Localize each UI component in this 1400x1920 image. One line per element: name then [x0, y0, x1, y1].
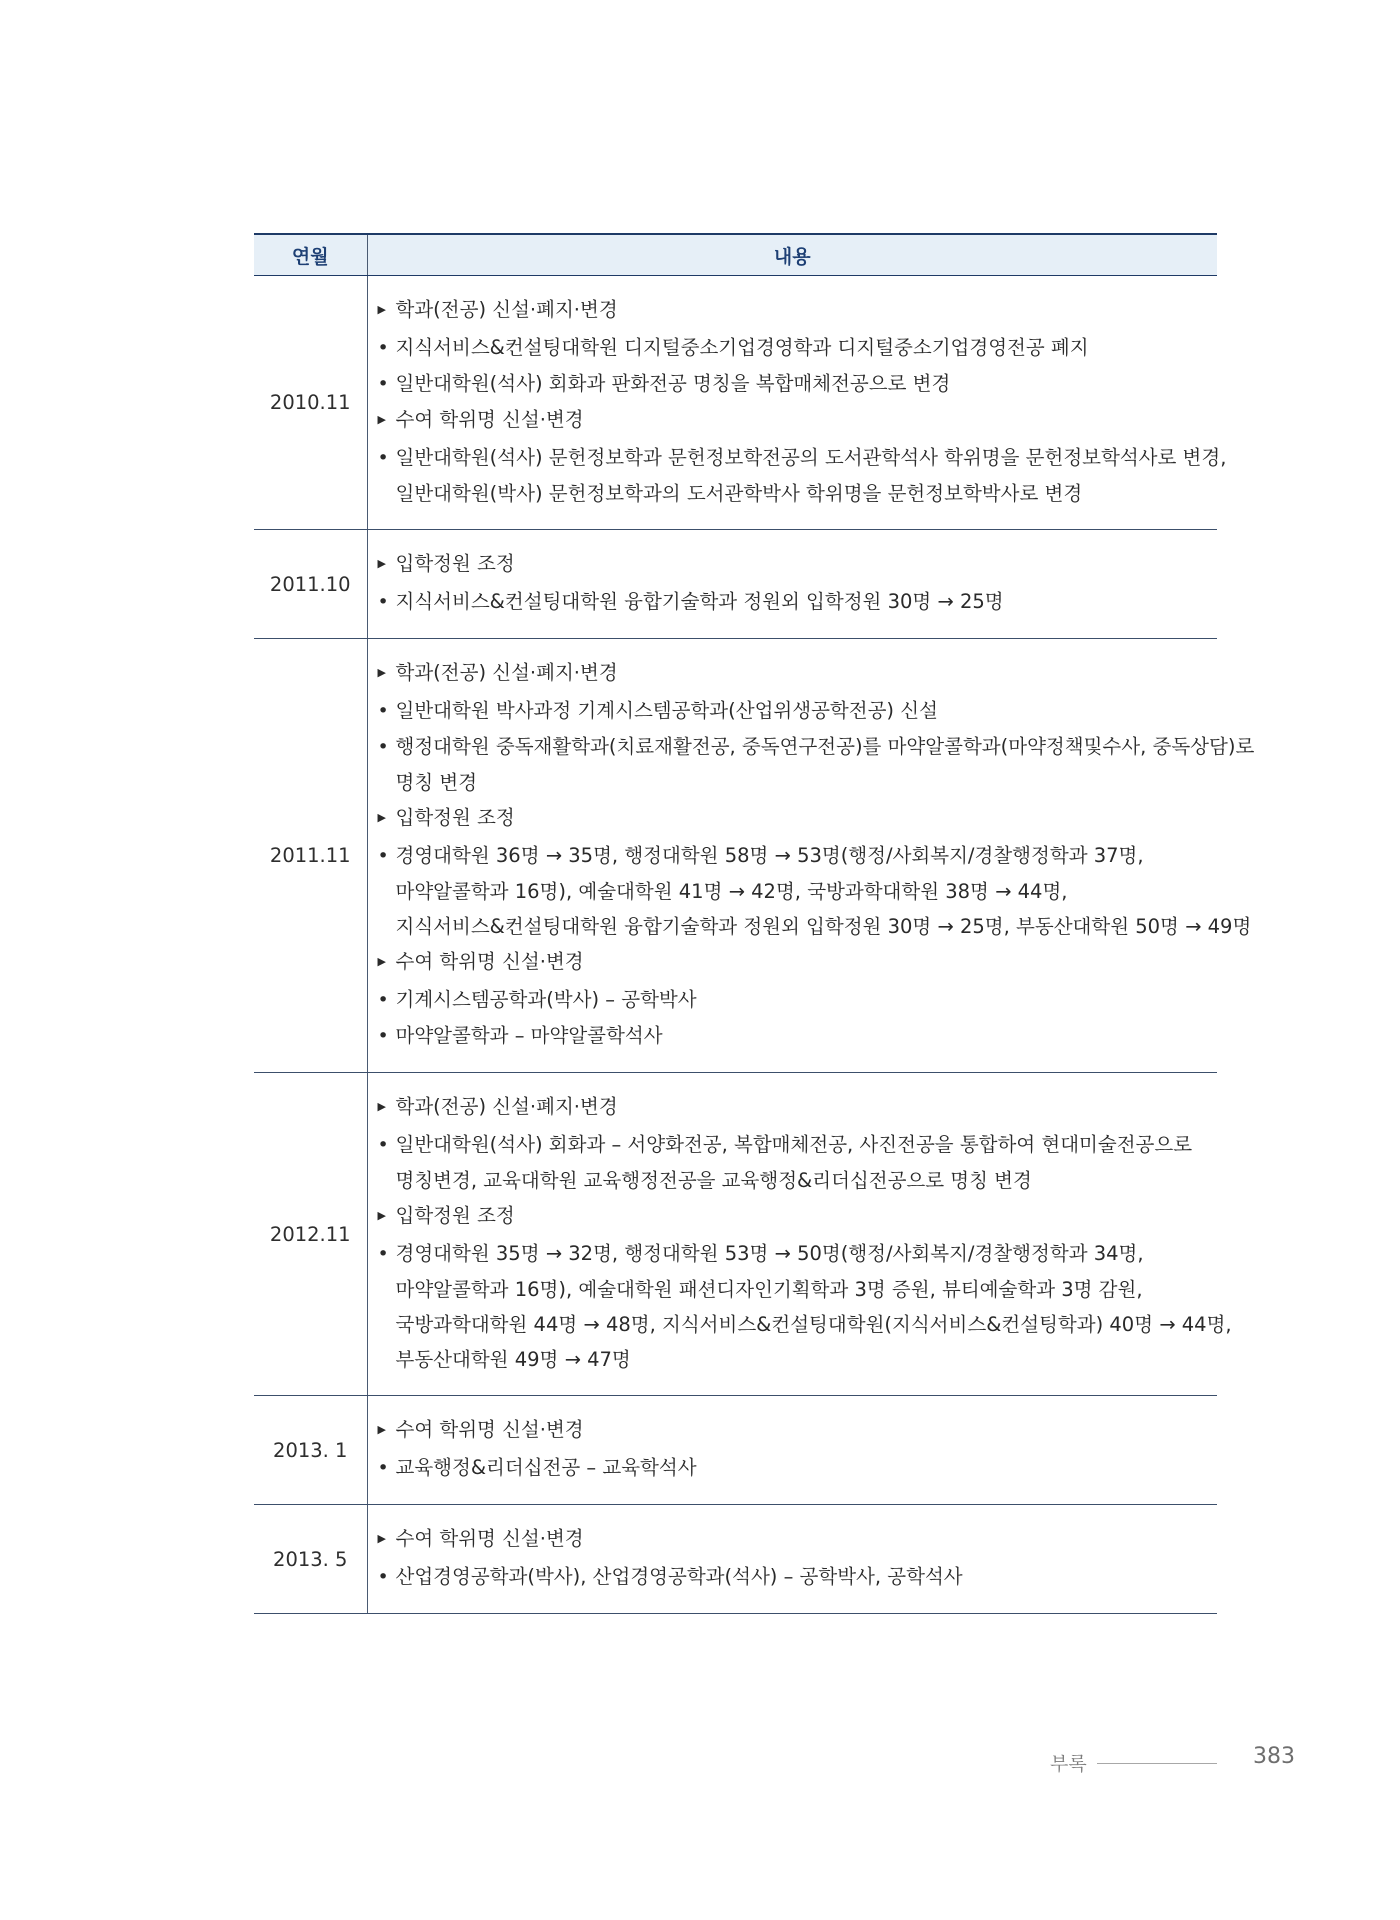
- row-content: [367, 276, 1227, 530]
- list-item: [378, 982, 1210, 1018]
- line-text: 지식서비스&컨설팅대학원 융합기술학과 정원외 입학정원 30명 → 25명: [395, 590, 1004, 613]
- list-item: [378, 1127, 1210, 1163]
- line-text: 경영대학원 36명 → 35명, 행정대학원 58명 → 53명(행정/사회복지/경찰행정학과 37명,: [395, 844, 1144, 867]
- section-heading: [378, 1521, 1210, 1559]
- section-heading: [378, 1198, 1210, 1236]
- line-text: 입학정원 조정: [395, 806, 515, 829]
- list-item-continuation: [378, 1272, 1210, 1307]
- table-body: [254, 276, 1255, 1614]
- section-heading: [378, 655, 1210, 693]
- row-date: 2012.11: [254, 1073, 367, 1396]
- line-text: 입학정원 조정: [395, 1204, 515, 1227]
- dot-bullet-icon: •: [377, 1025, 389, 1047]
- list-item: [378, 693, 1210, 729]
- list-item: [378, 366, 1210, 402]
- list-item-continuation: [378, 1307, 1232, 1342]
- line-text: 일반대학원(석사) 문헌정보학과 문헌정보학전공의 도서관학석사 학위명을 문헌정보학석사로 변경,: [395, 446, 1227, 469]
- table-row: [254, 1396, 1217, 1505]
- list-item: [377, 440, 1227, 476]
- triangle-bullet-icon: ▶: [377, 1100, 386, 1113]
- dot-bullet-icon: •: [377, 1243, 389, 1265]
- dot-bullet-icon: •: [377, 1457, 389, 1479]
- line-text: 명칭변경, 교육대학원 교육행정전공을 교육행정&리더십전공으로 명칭 변경: [395, 1169, 1032, 1192]
- triangle-bullet-icon: ▶: [377, 303, 386, 316]
- dot-bullet-icon: •: [377, 700, 389, 722]
- triangle-bullet-icon: ▶: [377, 1209, 386, 1222]
- line-text: 학과(전공) 신설·폐지·변경: [395, 1095, 618, 1118]
- list-item: [378, 838, 1210, 874]
- line-text: 지식서비스&컨설팅대학원 융합기술학과 정원외 입학정원 30명 → 25명, 부동산대학원 50명 → 49명: [395, 915, 1252, 938]
- dot-bullet-icon: •: [377, 1134, 389, 1156]
- row-content: [367, 1505, 1217, 1614]
- line-text: 수여 학위명 신설·변경: [395, 1527, 584, 1550]
- line-text: 국방과학대학원 44명 → 48명, 지식서비스&컨설팅대학원(지식서비스&컨설팅학과) 40명 → 44명,: [395, 1313, 1232, 1336]
- row-date: 2013. 1: [254, 1396, 367, 1505]
- header-date: 연월: [254, 234, 367, 276]
- triangle-bullet-icon: ▶: [377, 811, 386, 824]
- row-date: 2011.11: [254, 639, 367, 1073]
- line-text: 지식서비스&컨설팅대학원 디지털중소기업경영학과 디지털중소기업경영전공 폐지: [395, 336, 1089, 359]
- line-text: 수여 학위명 신설·변경: [395, 950, 584, 973]
- dot-bullet-icon: •: [377, 337, 389, 359]
- table-row: [254, 1073, 1217, 1396]
- line-text: 입학정원 조정: [395, 552, 515, 575]
- line-text: 마약알콜학과 16명), 예술대학원 41명 → 42명, 국방과학대학원 38명 → 44명,: [395, 880, 1068, 903]
- table-row: [254, 639, 1217, 1073]
- line-text: 마약알콜학과 16명), 예술대학원 패션디자인기획학과 3명 증원, 뷰티예술학과 3명 감원,: [395, 1278, 1143, 1301]
- row-date: 2011.10: [254, 530, 367, 639]
- triangle-bullet-icon: ▶: [377, 413, 386, 426]
- page-number: 383: [1253, 1744, 1295, 1769]
- line-text: 부동산대학원 49명 → 47명: [395, 1348, 631, 1371]
- line-text: 기계시스템공학과(박사) – 공학박사: [395, 988, 697, 1011]
- list-item: [378, 330, 1210, 366]
- list-item: [378, 1559, 1210, 1595]
- list-item-continuation: [378, 874, 1210, 909]
- line-text: 교육행정&리더십전공 – 교육학석사: [395, 1456, 697, 1479]
- list-item-continuation: [378, 765, 1210, 800]
- line-text: 일반대학원(석사) 회화과 – 서양화전공, 복합매체전공, 사진전공을 통합하여 현대미술전공으로: [395, 1133, 1193, 1156]
- dot-bullet-icon: •: [377, 736, 389, 758]
- dot-bullet-icon: •: [377, 591, 389, 613]
- list-item: [378, 1450, 1210, 1486]
- section-heading: [378, 944, 1210, 982]
- section-heading: [378, 800, 1210, 838]
- line-text: 일반대학원(박사) 문헌정보학과의 도서관학박사 학위명을 문헌정보학박사로 변경: [395, 482, 1083, 505]
- list-item: [377, 729, 1255, 765]
- triangle-bullet-icon: ▶: [377, 557, 386, 570]
- line-text: 마약알콜학과 – 마약알콜학석사: [395, 1024, 663, 1047]
- section-heading: [378, 292, 1210, 330]
- table-row: [254, 1505, 1217, 1614]
- row-content: [367, 1396, 1217, 1505]
- list-item: [378, 1018, 1210, 1054]
- row-content: [367, 530, 1217, 639]
- list-item-continuation: [378, 909, 1252, 944]
- line-text: 수여 학위명 신설·변경: [395, 1418, 584, 1441]
- row-content: [367, 639, 1255, 1073]
- triangle-bullet-icon: ▶: [377, 1532, 386, 1545]
- history-table: [254, 233, 1255, 1614]
- list-item: [378, 584, 1210, 620]
- header-content: 내용: [367, 234, 1217, 276]
- dot-bullet-icon: •: [377, 373, 389, 395]
- table-row: [254, 276, 1217, 530]
- line-text: 행정대학원 중독재활학과(치료재활전공, 중독연구전공)를 마약알콜학과(마약정책및수사, 중독상담)로: [395, 735, 1255, 758]
- line-text: 일반대학원(석사) 회화과 판화전공 명칭을 복합매체전공으로 변경: [395, 372, 951, 395]
- list-item: [378, 1236, 1210, 1272]
- line-text: 학과(전공) 신설·폐지·변경: [395, 661, 618, 684]
- table-header-row: [254, 234, 1217, 276]
- list-item-continuation: [378, 1342, 1210, 1377]
- list-item-continuation: [378, 476, 1210, 511]
- triangle-bullet-icon: ▶: [377, 1423, 386, 1436]
- footer-rule: [1097, 1763, 1217, 1764]
- line-text: 명칭 변경: [395, 771, 478, 794]
- line-text: 산업경영공학과(박사), 산업경영공학과(석사) – 공학박사, 공학석사: [395, 1565, 963, 1588]
- list-item-continuation: [378, 1163, 1210, 1198]
- row-content: [367, 1073, 1232, 1396]
- footer-section-label: 부록: [1050, 1753, 1087, 1775]
- line-text: 학과(전공) 신설·폐지·변경: [395, 298, 618, 321]
- row-date: 2010.11: [254, 276, 367, 530]
- line-text: 수여 학위명 신설·변경: [395, 408, 584, 431]
- line-text: 일반대학원 박사과정 기계시스템공학과(산업위생공학전공) 신설: [395, 699, 938, 722]
- section-heading: [378, 546, 1210, 584]
- dot-bullet-icon: •: [377, 1566, 389, 1588]
- dot-bullet-icon: •: [377, 447, 389, 469]
- table-row: [254, 530, 1217, 639]
- triangle-bullet-icon: ▶: [377, 666, 386, 679]
- dot-bullet-icon: •: [377, 989, 389, 1011]
- triangle-bullet-icon: ▶: [377, 955, 386, 968]
- row-date: 2013. 5: [254, 1505, 367, 1614]
- line-text: 경영대학원 35명 → 32명, 행정대학원 53명 → 50명(행정/사회복지/경찰행정학과 34명,: [395, 1242, 1144, 1265]
- dot-bullet-icon: •: [377, 845, 389, 867]
- section-heading: [378, 1089, 1210, 1127]
- section-heading: [378, 402, 1210, 440]
- section-heading: [378, 1412, 1210, 1450]
